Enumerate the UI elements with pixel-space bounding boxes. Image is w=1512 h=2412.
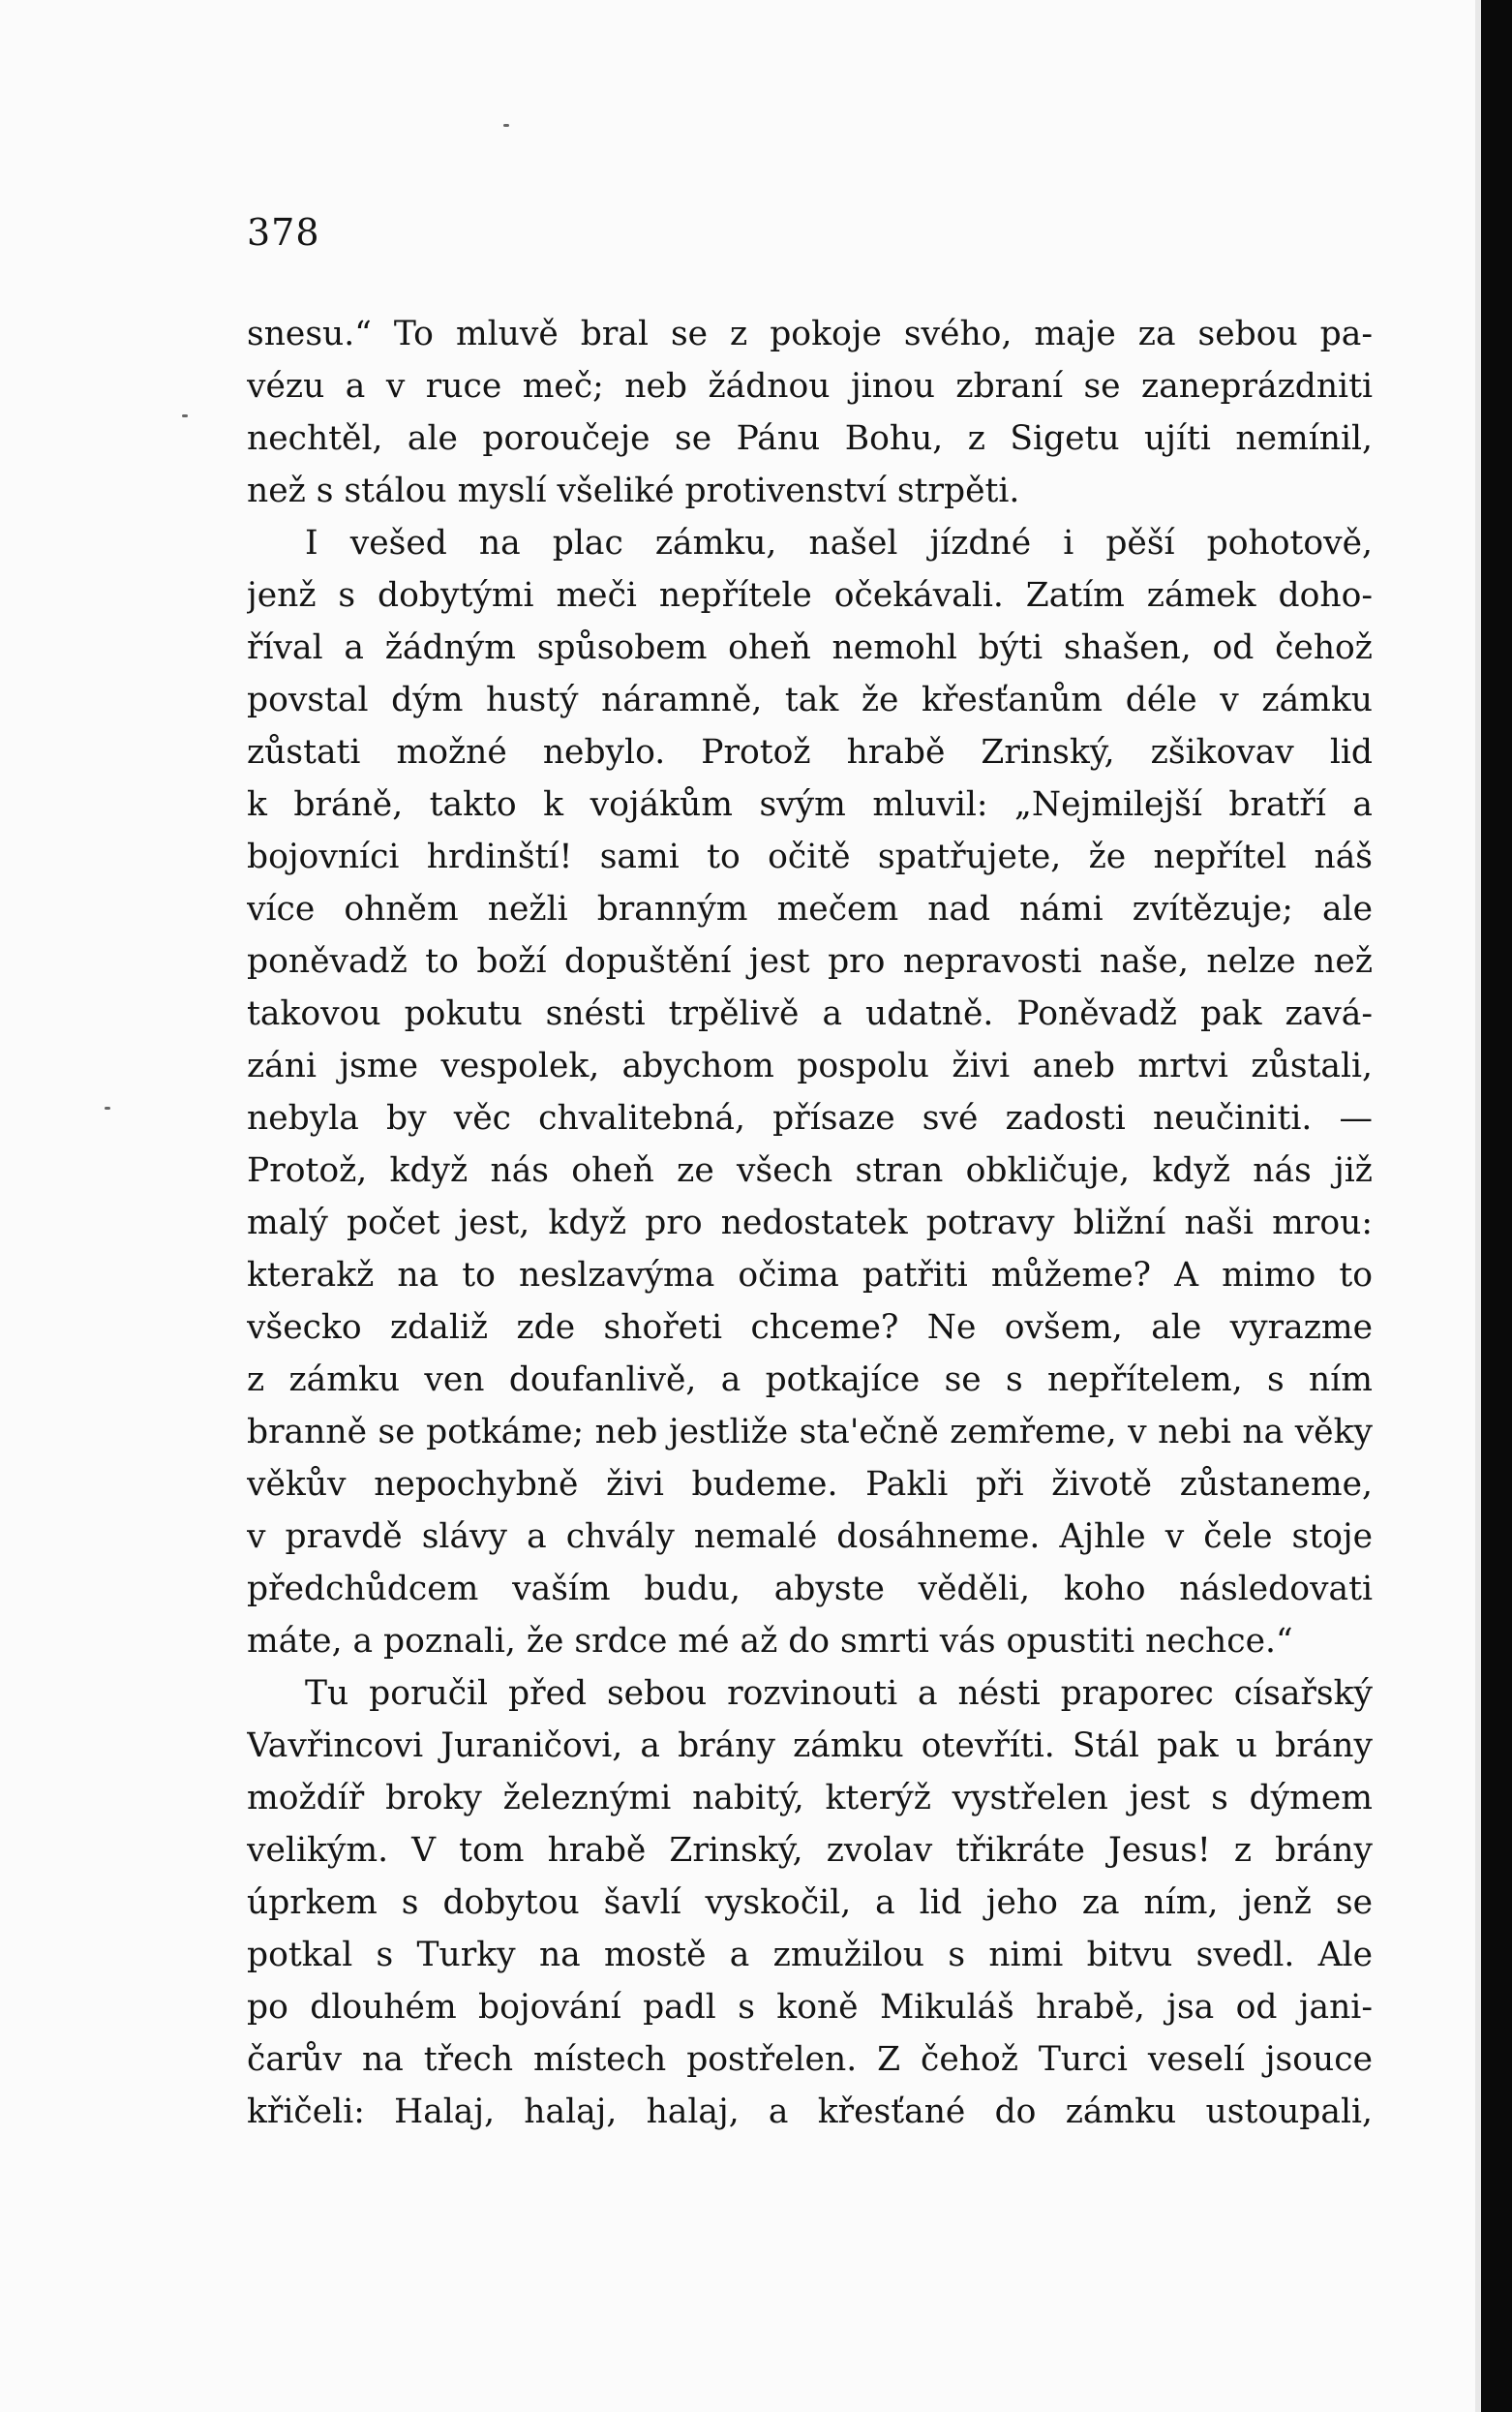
text-line: předchůdcem vaším budu, abyste věděli, koho následovati (247, 1570, 1373, 1608)
text-line: k bráně, takto k vojákům svým mluvil: „Nejmilejší bratří a (247, 785, 1373, 824)
text-line: I vešed na plac zámku, našel jízdné i pěší pohotově, (305, 524, 1373, 563)
text-line: záni jsme vespolek, abychom pospolu živi aneb mrtvi zůstali, (247, 1047, 1373, 1085)
text-line: snesu.“ To mluvě bral se z pokoje svého, maje za sebou pa- (247, 315, 1373, 353)
text-line: nebyla by věc chvalitebná, přísaze své zadosti neučiniti. — (247, 1099, 1373, 1138)
text-line: Tu poručil před sebou rozvinouti a nésti praporec císařský (305, 1674, 1373, 1713)
text-line: úprkem s dobytou šavlí vyskočil, a lid jeho za ním, jenž se (247, 1883, 1373, 1922)
text-line: branně se potkáme; neb jestliže sta'ečně zemřeme, v nebi na věky (247, 1413, 1373, 1451)
text-line: kterakž na to neslzavýma očima patřiti můžeme? A mimo to (247, 1256, 1373, 1295)
text-line: jenž s dobytými meči nepřítele očekávali. Zatím zámek doho- (247, 576, 1373, 615)
text-line: povstal dým hustý náramně, tak že křesťanům déle v zámku (247, 681, 1373, 719)
text-line: z zámku ven doufanlivě, a potkajíce se s nepřítelem, s ním (247, 1360, 1373, 1399)
text-line: více ohněm nežli branným mečem nad námi zvítězuje; ale (247, 890, 1373, 929)
scan-speck (503, 124, 509, 127)
text-line: poněvadž to boží dopuštění jest pro nepravosti naše, nelze než (247, 942, 1373, 981)
text-line: takovou pokutu snésti trpělivě a udatně. Poněvadž pak zavá- (247, 994, 1373, 1033)
text-line: po dlouhém bojování padl s koně Mikuláš hrabě, jsa od jani- (247, 1988, 1373, 2027)
text-line: bojovníci hrdinští! sami to očitě spatřujete, že nepřítel náš (247, 838, 1373, 876)
text-line: všecko zdaliž zde shořeti chceme? Ne ovšem, ale vyrazme (247, 1308, 1373, 1347)
scan-speck (182, 414, 188, 417)
body-text (247, 308, 1373, 2138)
page-number: 378 (247, 211, 320, 254)
text-line: věkův nepochybně živi budeme. Pakli při životě zůstaneme, (247, 1465, 1373, 1504)
text-line: malý počet jest, když pro nedostatek potravy bližní naši mrou: (247, 1204, 1373, 1242)
text-line: vézu a v ruce meč; neb žádnou jinou zbraní se zaneprázdniti (247, 367, 1373, 406)
text-line: potkal s Turky na mostě a zmužilou s nimi bitvu svedl. Ale (247, 1936, 1373, 1974)
text-line: Vavřincovi Juraničovi, a brány zámku otevříti. Stál pak u brány (247, 1726, 1373, 1765)
text-line: čarův na třech místech postřelen. Z čehož Turci veselí jsouce (247, 2040, 1373, 2079)
text-line: říval a žádným spůsobem oheň nemohl býti shašen, od čehož (247, 628, 1373, 667)
text-line: máte, a poznali, že srdce mé až do smrti vás opustiti nechce.“ (247, 1622, 1293, 1661)
text-line: velikým. V tom hrabě Zrinský, zvolav třikráte Jesus! z brány (247, 1831, 1373, 1870)
scan-speck (105, 1107, 110, 1110)
scanner-dark-edge (1481, 0, 1512, 2412)
text-line: moždíř broky železnými nabitý, kterýž vystřelen jest s dýmem (247, 1779, 1373, 1817)
text-line: křičeli: Halaj, halaj, halaj, a křesťané do zámku ustoupali, (247, 2092, 1373, 2131)
text-line: zůstati možné nebylo. Protož hrabě Zrinský, zšikovav lid (247, 733, 1373, 772)
text-line: Protož, když nás oheň ze všech stran obkličuje, když nás již (247, 1151, 1373, 1190)
text-line: než s stálou myslí všeliké protivenství strpěti. (247, 472, 1020, 510)
text-line: v pravdě slávy a chvály nemalé dosáhneme. Ajhle v čele stoje (247, 1517, 1373, 1556)
text-line: nechtěl, ale poroučeje se Pánu Bohu, z Sigetu ujíti nemínil, (247, 419, 1373, 458)
